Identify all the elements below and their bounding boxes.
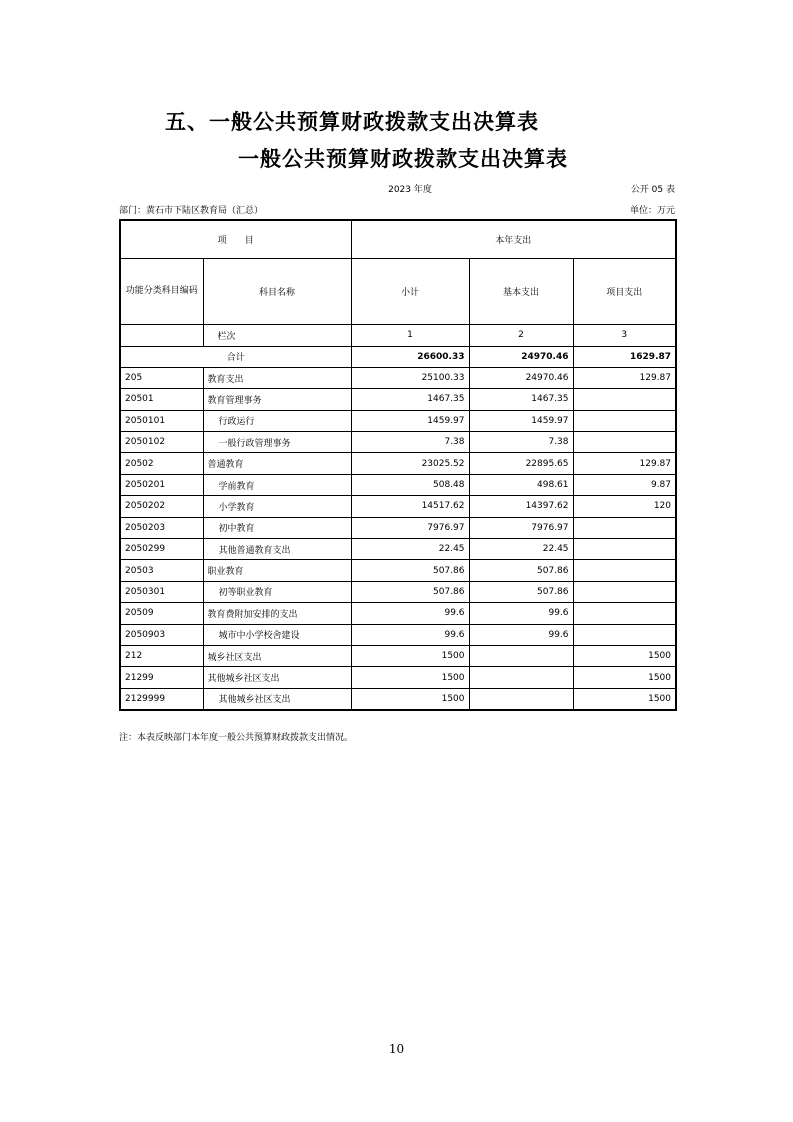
- row-basic: [469, 645, 573, 666]
- row-basic: 507.86: [469, 581, 573, 602]
- current-year-expense-header: 本年支出: [351, 220, 676, 258]
- column-number-row: [120, 324, 676, 346]
- table-row: [120, 453, 676, 474]
- row-project: [573, 581, 676, 602]
- row-basic: 1467.35: [469, 389, 573, 410]
- total-subtotal: 26600.33: [351, 346, 469, 367]
- table-title: 一般公共预算财政拨款支出决算表: [238, 146, 568, 171]
- row-code: 2050102: [120, 432, 203, 453]
- table-row: [120, 603, 676, 624]
- row-code: 205: [120, 367, 203, 388]
- row-basic: 7.38: [469, 432, 573, 453]
- column-number-1: 1: [351, 324, 469, 346]
- row-code: 2129999: [120, 688, 203, 709]
- row-basic: 7976.97: [469, 517, 573, 538]
- row-subtotal: 507.86: [351, 560, 469, 581]
- row-subtotal: 508.48: [351, 474, 469, 495]
- project-header: 项 目: [120, 220, 351, 258]
- row-subtotal: 22.45: [351, 539, 469, 560]
- basic-header: 基本支出: [469, 258, 573, 324]
- row-code: 20503: [120, 560, 203, 581]
- row-code: 2050203: [120, 517, 203, 538]
- row-name: 普通教育: [203, 453, 351, 474]
- row-basic: 99.6: [469, 603, 573, 624]
- row-name: 职业教育: [203, 560, 351, 581]
- expense-table: [119, 219, 677, 711]
- row-subtotal: 23025.52: [351, 453, 469, 474]
- table-note: 注：本表反映部门本年度一般公共预算财政拨款支出情况。: [119, 733, 354, 743]
- row-code: 20502: [120, 453, 203, 474]
- row-subtotal: 1467.35: [351, 389, 469, 410]
- row-name: 教育支出: [203, 367, 351, 388]
- row-project: 120: [573, 496, 676, 517]
- table-row: [120, 624, 676, 645]
- table-row: [120, 539, 676, 560]
- table-row: [120, 581, 676, 602]
- row-basic: [469, 667, 573, 688]
- department-label: 部门：黄石市下陆区教育局（汇总）: [119, 206, 264, 216]
- table-row: [120, 496, 676, 517]
- row-basic: 507.86: [469, 560, 573, 581]
- row-code: 2050903: [120, 624, 203, 645]
- column-number-2: 2: [469, 324, 573, 346]
- year-label: 2023 年度: [388, 185, 432, 195]
- project-exp-header: 项目支出: [573, 258, 676, 324]
- row-subtotal: 507.86: [351, 581, 469, 602]
- total-row: [120, 346, 676, 367]
- table-row: [120, 645, 676, 666]
- row-name: 其他城乡社区支出: [203, 667, 351, 688]
- total-project: 1629.87: [573, 346, 676, 367]
- row-basic: [469, 688, 573, 709]
- unit-label: 单位：万元: [629, 206, 675, 216]
- row-basic: 99.6: [469, 624, 573, 645]
- row-project: [573, 410, 676, 431]
- row-subtotal: 25100.33: [351, 367, 469, 388]
- table-row: [120, 560, 676, 581]
- column-number-blank: [120, 324, 203, 346]
- row-code: 2050101: [120, 410, 203, 431]
- table-row: [120, 432, 676, 453]
- row-subtotal: 1500: [351, 688, 469, 709]
- column-number-3: 3: [573, 324, 676, 346]
- total-basic: 24970.46: [469, 346, 573, 367]
- row-subtotal: 99.6: [351, 624, 469, 645]
- table-row: [120, 410, 676, 431]
- row-name: 其他城乡社区支出: [203, 688, 351, 709]
- row-name: 其他普通教育支出: [203, 539, 351, 560]
- row-subtotal: 99.6: [351, 603, 469, 624]
- row-code: 21299: [120, 667, 203, 688]
- table-row: [120, 688, 676, 709]
- row-subtotal: 1500: [351, 667, 469, 688]
- row-project: 1500: [573, 688, 676, 709]
- table-row: [120, 367, 676, 388]
- row-subtotal: 1459.97: [351, 410, 469, 431]
- row-project: 1500: [573, 667, 676, 688]
- subject-name-header: 科目名称: [203, 258, 351, 324]
- row-name: 初等职业教育: [203, 581, 351, 602]
- page-number: 10: [388, 1042, 405, 1056]
- row-code: 2050202: [120, 496, 203, 517]
- row-project: [573, 603, 676, 624]
- form-number: 公开 05 表: [630, 185, 675, 195]
- section-title: 五、一般公共预算财政拨款支出决算表: [165, 109, 539, 134]
- row-basic: 14397.62: [469, 496, 573, 517]
- row-project: 9.87: [573, 474, 676, 495]
- row-code: 20501: [120, 389, 203, 410]
- row-name: 教育管理事务: [203, 389, 351, 410]
- row-basic: 22895.65: [469, 453, 573, 474]
- row-basic: 1459.97: [469, 410, 573, 431]
- row-name: 行政运行: [203, 410, 351, 431]
- row-code: 20509: [120, 603, 203, 624]
- row-project: [573, 539, 676, 560]
- row-name: 初中教育: [203, 517, 351, 538]
- row-basic: 24970.46: [469, 367, 573, 388]
- row-subtotal: 7.38: [351, 432, 469, 453]
- row-project: [573, 517, 676, 538]
- row-subtotal: 14517.62: [351, 496, 469, 517]
- row-project: [573, 432, 676, 453]
- table-row: [120, 517, 676, 538]
- row-project: 129.87: [573, 453, 676, 474]
- column-number-label: 栏次: [203, 324, 351, 346]
- row-name: 小学教育: [203, 496, 351, 517]
- header-row-2: [120, 258, 676, 324]
- row-code: 2050299: [120, 539, 203, 560]
- func-code-header: 功能分类科目编码: [120, 258, 203, 324]
- row-basic: 22.45: [469, 539, 573, 560]
- row-name: 城乡社区支出: [203, 645, 351, 666]
- row-subtotal: 7976.97: [351, 517, 469, 538]
- row-basic: 498.61: [469, 474, 573, 495]
- subtotal-header: 小计: [351, 258, 469, 324]
- row-project: [573, 389, 676, 410]
- row-name: 学前教育: [203, 474, 351, 495]
- table-row: [120, 667, 676, 688]
- table-row: [120, 389, 676, 410]
- total-label: 合计: [120, 346, 351, 367]
- header-row-1: [120, 220, 676, 258]
- row-name: 一般行政管理事务: [203, 432, 351, 453]
- row-project: [573, 624, 676, 645]
- row-code: 212: [120, 645, 203, 666]
- row-name: 教育费附加安排的支出: [203, 603, 351, 624]
- row-code: 2050201: [120, 474, 203, 495]
- row-code: 2050301: [120, 581, 203, 602]
- row-project: 1500: [573, 645, 676, 666]
- row-project: 129.87: [573, 367, 676, 388]
- table-row: [120, 474, 676, 495]
- row-project: [573, 560, 676, 581]
- row-name: 城市中小学校舍建设: [203, 624, 351, 645]
- row-subtotal: 1500: [351, 645, 469, 666]
